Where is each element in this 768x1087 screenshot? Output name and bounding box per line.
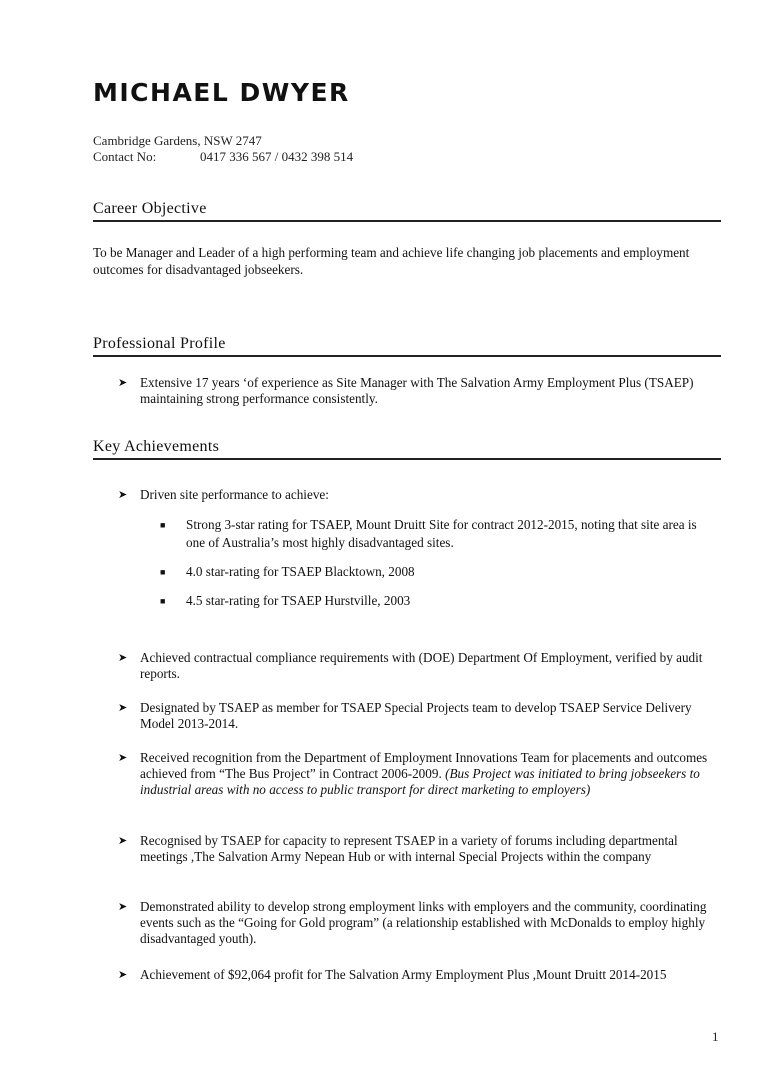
- arrow-bullet-icon: ➤: [118, 489, 128, 501]
- contact-numbers: 0417 336 567 / 0432 398 514: [200, 149, 354, 164]
- candidate-name: MICHAEL DWYER: [93, 78, 350, 107]
- arrow-bullet-icon: ➤: [118, 702, 128, 714]
- list-item: ➤ Designated by TSAEP as member for TSAEP Special Projects team to develop TSAEP Service Delivery Model 2013-2014.: [118, 700, 692, 731]
- list-item: ➤ Driven site performance to achieve:: [118, 487, 329, 502]
- sub-list-item: ■ Strong 3-star rating for TSAEP, Mount Druitt Site for contract 2012-2015, noting that site area is one of Australia’s most highly disadvantaged sites.: [160, 517, 697, 550]
- list-item: ➤ Demonstrated ability to develop strong employment links with employers and the community, coordinating events such as the “Going for Gold program” (a relationship established with McDonalds to employ highly disadvantaged youth).: [118, 899, 707, 946]
- page-number: 1: [712, 1029, 719, 1044]
- arrow-bullet-icon: ➤: [118, 652, 128, 664]
- professional-profile-heading: Professional Profile: [93, 335, 721, 357]
- address: Cambridge Gardens, NSW 2747: [93, 133, 262, 148]
- arrow-bullet-icon: ➤: [118, 901, 128, 913]
- bus-project-note: (Bus Project was initiated to bring jobseekers to industrial areas with no access to public transport for direct marketing to employers): [140, 766, 700, 797]
- list-item: ➤ Achievement of $92,064 profit for The Salvation Army Employment Plus ,Mount Druitt 2014-2015: [118, 967, 667, 982]
- key-achievements-heading: Key Achievements: [93, 438, 721, 460]
- square-bullet-icon: ■: [160, 520, 166, 530]
- arrow-bullet-icon: ➤: [118, 835, 128, 847]
- arrow-bullet-icon: ➤: [118, 969, 128, 981]
- career-objective-text: To be Manager and Leader of a high performing team and achieve life changing job placements and employment outcomes for disadvantaged jobseekers.: [93, 245, 690, 277]
- list-item: ➤ Extensive 17 years ‘of experience as Site Manager with The Salvation Army Employment Plus (TSAEP) maintaining strong performance consistently.: [118, 375, 694, 406]
- sub-list-item: ■ 4.0 star-rating for TSAEP Blacktown, 2008: [160, 564, 415, 579]
- sub-list-item: ■ 4.5 star-rating for TSAEP Hurstville, 2003: [160, 593, 411, 608]
- contact-line: [93, 149, 353, 165]
- list-item: ➤ Achieved contractual compliance requirements with (DOE) Department Of Employment, verified by audit reports.: [118, 650, 703, 681]
- list-item: ➤ Recognised by TSAEP for capacity to represent TSAEP in a variety of forums including departmental meetings ,The Salvation Army Nepean Hub or with internal Special Projects within the company: [118, 833, 678, 864]
- square-bullet-icon: ■: [160, 567, 166, 577]
- contact-label: Contact No:: [93, 149, 157, 164]
- arrow-bullet-icon: ➤: [118, 752, 128, 764]
- career-objective-heading: Career Objective: [93, 200, 721, 222]
- square-bullet-icon: ■: [160, 596, 166, 606]
- list-item: ➤ Received recognition from the Department of Employment Innovations Team for placements and outcomes achieved from “The Bus Project” in Contract 2006-2009. (Bus Project was initiated to bring jobseekers to industrial areas with no access to public transport for direct marketing to employers): [118, 750, 708, 797]
- arrow-bullet-icon: ➤: [118, 377, 128, 389]
